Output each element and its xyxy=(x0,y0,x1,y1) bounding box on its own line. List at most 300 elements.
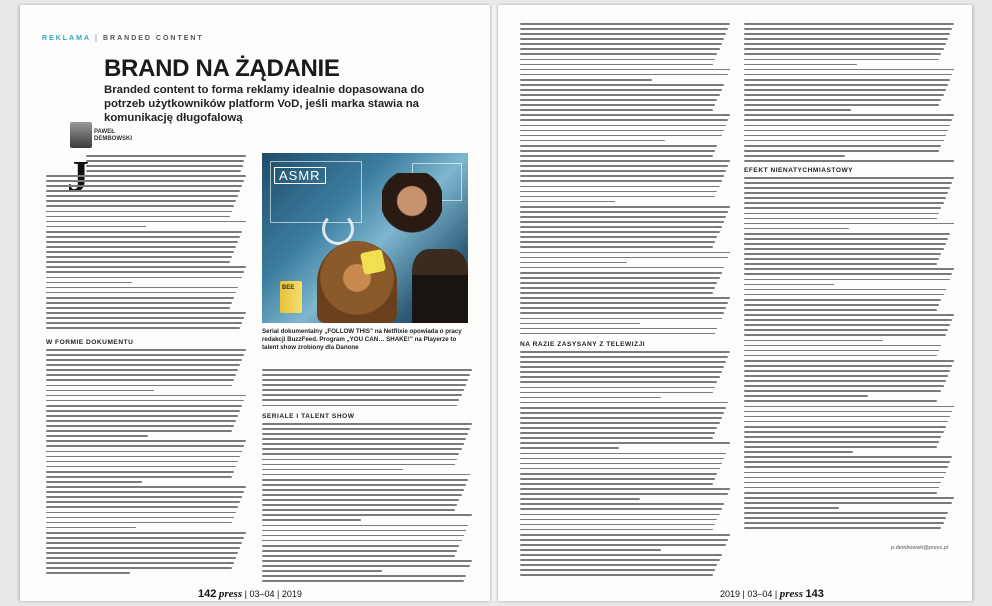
text-line xyxy=(520,328,717,330)
text-line xyxy=(744,375,948,377)
text-line xyxy=(520,79,652,81)
text-line xyxy=(46,282,132,284)
text-line xyxy=(744,263,937,265)
text-line xyxy=(520,262,627,264)
text-line xyxy=(744,238,948,240)
text-line xyxy=(744,114,954,116)
text-line xyxy=(744,89,946,91)
text-line xyxy=(744,155,845,157)
text-line xyxy=(520,23,730,25)
text-line xyxy=(520,59,715,61)
text-line xyxy=(46,349,246,351)
text-line xyxy=(46,379,234,381)
text-line xyxy=(46,476,232,478)
text-line xyxy=(744,334,946,336)
text-line xyxy=(46,481,142,483)
body-column-4 xyxy=(744,23,954,165)
text-line xyxy=(520,175,724,177)
text-line xyxy=(46,491,244,493)
body-column-3b xyxy=(520,351,730,580)
text-line xyxy=(744,309,937,311)
author-first-name: PAWEŁ xyxy=(94,129,115,135)
text-line xyxy=(744,289,946,291)
text-line xyxy=(46,266,246,268)
text-line xyxy=(744,284,834,286)
text-line xyxy=(744,130,948,132)
text-line xyxy=(744,59,939,61)
text-line xyxy=(46,445,244,447)
text-line xyxy=(46,486,246,488)
text-line xyxy=(520,323,640,325)
text-line xyxy=(262,369,472,371)
text-line xyxy=(520,64,713,66)
text-line xyxy=(744,48,944,50)
text-line xyxy=(46,506,238,508)
text-line xyxy=(744,258,939,260)
text-line xyxy=(262,575,466,577)
text-line xyxy=(46,302,232,304)
text-line xyxy=(520,473,717,475)
article-photo xyxy=(262,153,468,323)
text-line xyxy=(744,482,941,484)
body-column-1c xyxy=(46,349,246,578)
text-line xyxy=(262,565,470,567)
footer-left: 142 press | 03–04 | 2019 xyxy=(198,588,302,600)
text-line xyxy=(46,562,234,564)
photo-woman-with-glasses xyxy=(382,173,442,243)
text-line xyxy=(744,150,939,152)
text-line xyxy=(520,442,730,444)
text-line xyxy=(520,267,724,269)
text-line xyxy=(520,432,715,434)
text-line xyxy=(46,430,232,432)
text-line xyxy=(46,307,230,309)
right-page xyxy=(498,5,972,601)
text-line xyxy=(262,469,403,471)
text-line xyxy=(744,426,946,428)
text-line xyxy=(46,440,246,442)
photo-man xyxy=(412,249,468,323)
text-line xyxy=(46,390,154,392)
text-line xyxy=(520,257,728,259)
text-line xyxy=(744,279,950,281)
text-line xyxy=(744,451,853,453)
text-line xyxy=(744,527,941,529)
text-line xyxy=(744,84,948,86)
text-line xyxy=(520,94,720,96)
text-line xyxy=(744,512,948,514)
text-line xyxy=(744,400,937,402)
text-line xyxy=(520,186,720,188)
text-line xyxy=(262,479,468,481)
article-title: BRAND NA ŻĄDANIE xyxy=(104,55,340,82)
text-line xyxy=(46,405,242,407)
text-line xyxy=(744,23,954,25)
text-line xyxy=(86,155,246,157)
subhead-seriale-i-talent-show: SERIALE I TALENT SHOW xyxy=(262,413,355,420)
text-line xyxy=(744,125,950,127)
text-line xyxy=(520,53,717,55)
text-line xyxy=(46,231,242,233)
text-line xyxy=(46,205,234,207)
text-line xyxy=(520,412,724,414)
text-line xyxy=(262,443,464,445)
text-line xyxy=(262,399,459,401)
text-line xyxy=(744,314,954,316)
text-line xyxy=(520,488,730,490)
text-line xyxy=(744,416,950,418)
text-line xyxy=(262,464,455,466)
text-line xyxy=(46,216,230,218)
text-line xyxy=(520,569,715,571)
text-line xyxy=(262,570,382,572)
text-line xyxy=(744,248,944,250)
text-line xyxy=(520,297,730,299)
text-line xyxy=(520,38,724,40)
text-line xyxy=(46,226,146,228)
text-line xyxy=(46,236,240,238)
text-line xyxy=(520,165,728,167)
text-line xyxy=(744,202,944,204)
text-line xyxy=(520,333,715,335)
text-line xyxy=(46,527,136,529)
text-line xyxy=(520,361,726,363)
text-line xyxy=(744,253,941,255)
text-line xyxy=(744,28,952,30)
author-byline xyxy=(94,129,132,143)
text-line xyxy=(520,150,715,152)
text-line xyxy=(744,517,946,519)
text-line xyxy=(744,53,941,55)
text-line xyxy=(520,221,724,223)
text-line xyxy=(520,84,724,86)
photo-spinner xyxy=(322,213,354,245)
photo-cup-label: BEE xyxy=(282,285,295,291)
text-line xyxy=(262,560,472,562)
text-line xyxy=(744,182,952,184)
text-line xyxy=(520,302,728,304)
text-line xyxy=(520,539,728,541)
text-line xyxy=(520,241,715,243)
text-line xyxy=(46,395,246,397)
footer-right: 2019 | 03–04 | press 143 xyxy=(720,588,824,600)
text-line xyxy=(744,446,937,448)
text-line xyxy=(744,177,954,179)
text-line xyxy=(520,282,717,284)
text-line xyxy=(744,273,952,275)
text-line xyxy=(46,190,240,192)
text-line xyxy=(744,160,954,162)
text-line xyxy=(744,228,849,230)
text-line xyxy=(46,522,232,524)
text-line xyxy=(744,456,952,458)
kicker-reklama: REKLAMA xyxy=(42,35,91,42)
body-column-1b xyxy=(46,175,246,332)
text-line xyxy=(744,522,944,524)
text-line xyxy=(262,580,464,582)
text-line xyxy=(46,369,238,371)
text-line xyxy=(46,256,232,258)
text-line xyxy=(744,436,941,438)
text-line xyxy=(520,89,722,91)
text-line xyxy=(520,211,728,213)
text-line xyxy=(520,104,715,106)
text-line xyxy=(262,433,468,435)
text-line xyxy=(520,534,730,536)
text-line xyxy=(520,351,730,353)
text-line xyxy=(744,345,941,347)
subhead-na-razie-zasysany: NA RAZIE ZASYSANY Z TELEWIZJI xyxy=(520,341,646,348)
text-line xyxy=(262,519,361,521)
text-line xyxy=(46,420,236,422)
text-line xyxy=(744,380,946,382)
text-line xyxy=(744,109,851,111)
text-line xyxy=(46,385,232,387)
text-line xyxy=(520,318,722,320)
text-line xyxy=(520,468,720,470)
text-line xyxy=(744,213,939,215)
text-line xyxy=(46,327,240,329)
text-line xyxy=(520,33,726,35)
text-line xyxy=(520,307,726,309)
text-line xyxy=(520,170,726,172)
text-line xyxy=(520,272,722,274)
page-number-left: 142 xyxy=(198,588,217,600)
text-line xyxy=(520,381,717,383)
text-line xyxy=(46,537,244,539)
text-line xyxy=(46,374,236,376)
text-line xyxy=(744,145,941,147)
text-line xyxy=(46,501,240,503)
text-line xyxy=(46,557,236,559)
issue-left: 03–04 xyxy=(249,589,275,599)
brand-right: press xyxy=(779,588,803,600)
text-line xyxy=(46,547,240,549)
body-column-1 xyxy=(86,155,246,175)
text-line xyxy=(520,130,724,132)
text-line xyxy=(520,427,717,429)
text-line xyxy=(520,422,720,424)
year-right: 2019 xyxy=(720,589,741,599)
body-column-2 xyxy=(262,369,472,410)
text-line xyxy=(86,160,244,162)
author-email: p.dembowski@press.pl xyxy=(891,545,948,551)
text-line xyxy=(744,350,939,352)
text-line xyxy=(46,552,238,554)
text-line xyxy=(520,387,715,389)
text-line xyxy=(46,542,242,544)
text-line xyxy=(744,492,937,494)
text-line xyxy=(520,196,715,198)
body-column-2b xyxy=(262,423,472,586)
text-line xyxy=(520,28,728,30)
text-line xyxy=(744,64,857,66)
text-line xyxy=(744,385,944,387)
text-line xyxy=(520,180,722,182)
subhead-w-formie-dokumentu: W FORMIE DOKUMENTU xyxy=(46,339,134,346)
text-line xyxy=(520,145,717,147)
text-line xyxy=(744,140,944,142)
text-line xyxy=(520,407,726,409)
text-line xyxy=(46,261,230,263)
text-line xyxy=(744,218,937,220)
text-line xyxy=(520,483,713,485)
text-line xyxy=(744,365,952,367)
text-line xyxy=(520,356,728,358)
text-line xyxy=(744,411,952,413)
text-line xyxy=(520,201,615,203)
text-line xyxy=(262,484,466,486)
body-column-3 xyxy=(520,23,730,338)
text-line xyxy=(520,371,722,373)
text-line xyxy=(744,299,941,301)
text-line xyxy=(46,271,244,273)
text-line xyxy=(744,395,868,397)
text-line xyxy=(744,38,948,40)
text-line xyxy=(744,119,952,121)
text-line xyxy=(520,246,713,248)
kicker-separator: | xyxy=(95,35,99,42)
text-line xyxy=(520,463,722,465)
text-line xyxy=(520,114,730,116)
text-line xyxy=(46,359,242,361)
text-line xyxy=(744,233,950,235)
text-line xyxy=(520,292,713,294)
text-line xyxy=(262,489,464,491)
text-line xyxy=(744,507,839,509)
text-line xyxy=(744,43,946,45)
text-line xyxy=(262,379,468,381)
text-line xyxy=(262,530,466,532)
text-line xyxy=(520,160,730,162)
text-line xyxy=(46,471,234,473)
text-line xyxy=(262,525,468,527)
text-line xyxy=(262,405,457,407)
text-line xyxy=(520,312,724,314)
text-line xyxy=(262,374,470,376)
text-line xyxy=(46,532,246,534)
text-line xyxy=(46,221,246,223)
text-line xyxy=(46,277,242,279)
text-line xyxy=(46,512,236,514)
text-line xyxy=(520,402,728,404)
text-line xyxy=(520,392,713,394)
text-line xyxy=(262,384,466,386)
text-line xyxy=(46,312,246,314)
text-line xyxy=(744,197,946,199)
text-line xyxy=(520,376,720,378)
text-line xyxy=(262,499,459,501)
text-line xyxy=(744,207,941,209)
text-line xyxy=(744,104,939,106)
issue-right: 03–04 xyxy=(747,589,773,599)
text-line xyxy=(46,435,148,437)
text-line xyxy=(520,519,717,521)
text-line xyxy=(520,447,619,449)
text-line xyxy=(86,165,243,167)
text-line xyxy=(744,355,937,357)
text-line xyxy=(520,366,724,368)
text-line xyxy=(262,448,462,450)
text-line xyxy=(744,477,944,479)
text-line xyxy=(520,252,730,254)
text-line xyxy=(46,322,242,324)
text-line xyxy=(46,180,244,182)
text-line xyxy=(744,74,952,76)
text-line xyxy=(262,545,459,547)
text-line xyxy=(46,317,244,319)
text-line xyxy=(744,187,950,189)
text-line xyxy=(744,319,952,321)
text-line xyxy=(520,417,722,419)
text-line xyxy=(262,555,455,557)
text-line xyxy=(520,140,665,142)
text-line xyxy=(744,94,944,96)
text-line xyxy=(744,406,954,408)
text-line xyxy=(262,459,457,461)
text-line xyxy=(46,354,244,356)
brand-left: press xyxy=(218,588,243,600)
text-line xyxy=(744,324,950,326)
author-photo xyxy=(70,122,92,148)
text-line xyxy=(744,135,946,137)
text-line xyxy=(744,329,948,331)
text-line xyxy=(262,438,466,440)
text-line xyxy=(520,559,720,561)
text-line xyxy=(520,478,715,480)
text-line xyxy=(46,415,238,417)
text-line xyxy=(262,474,470,476)
text-line xyxy=(262,453,459,455)
text-line xyxy=(520,549,661,551)
text-line xyxy=(520,135,722,137)
text-line xyxy=(520,503,724,505)
text-line xyxy=(520,109,713,111)
text-line xyxy=(744,441,939,443)
text-line xyxy=(520,574,713,576)
text-line xyxy=(262,494,462,496)
text-line xyxy=(744,192,948,194)
text-line xyxy=(744,421,948,423)
photo-sticker xyxy=(360,249,386,275)
text-line xyxy=(46,287,238,289)
text-line xyxy=(744,497,954,499)
text-line xyxy=(744,69,954,71)
text-line xyxy=(520,524,715,526)
text-line xyxy=(520,493,728,495)
text-line xyxy=(520,397,661,399)
text-line xyxy=(520,119,728,121)
text-line xyxy=(520,287,715,289)
text-line xyxy=(744,461,950,463)
text-line xyxy=(46,466,236,468)
text-line xyxy=(520,191,717,193)
text-line xyxy=(46,451,242,453)
text-line xyxy=(744,223,954,225)
text-line xyxy=(520,508,722,510)
text-line xyxy=(520,498,640,500)
article-lead: Branded content to forma reklamy idealnie dopasowana do potrzeb użytkowników platform VoD, jeśli marka stawia na komunikację długofalową xyxy=(104,84,425,124)
text-line xyxy=(744,79,950,81)
text-line xyxy=(46,456,240,458)
text-line xyxy=(262,389,464,391)
text-line xyxy=(520,155,713,157)
text-line xyxy=(262,394,462,396)
text-line xyxy=(46,246,236,248)
text-line xyxy=(744,502,952,504)
text-line xyxy=(520,554,722,556)
text-line xyxy=(520,216,726,218)
